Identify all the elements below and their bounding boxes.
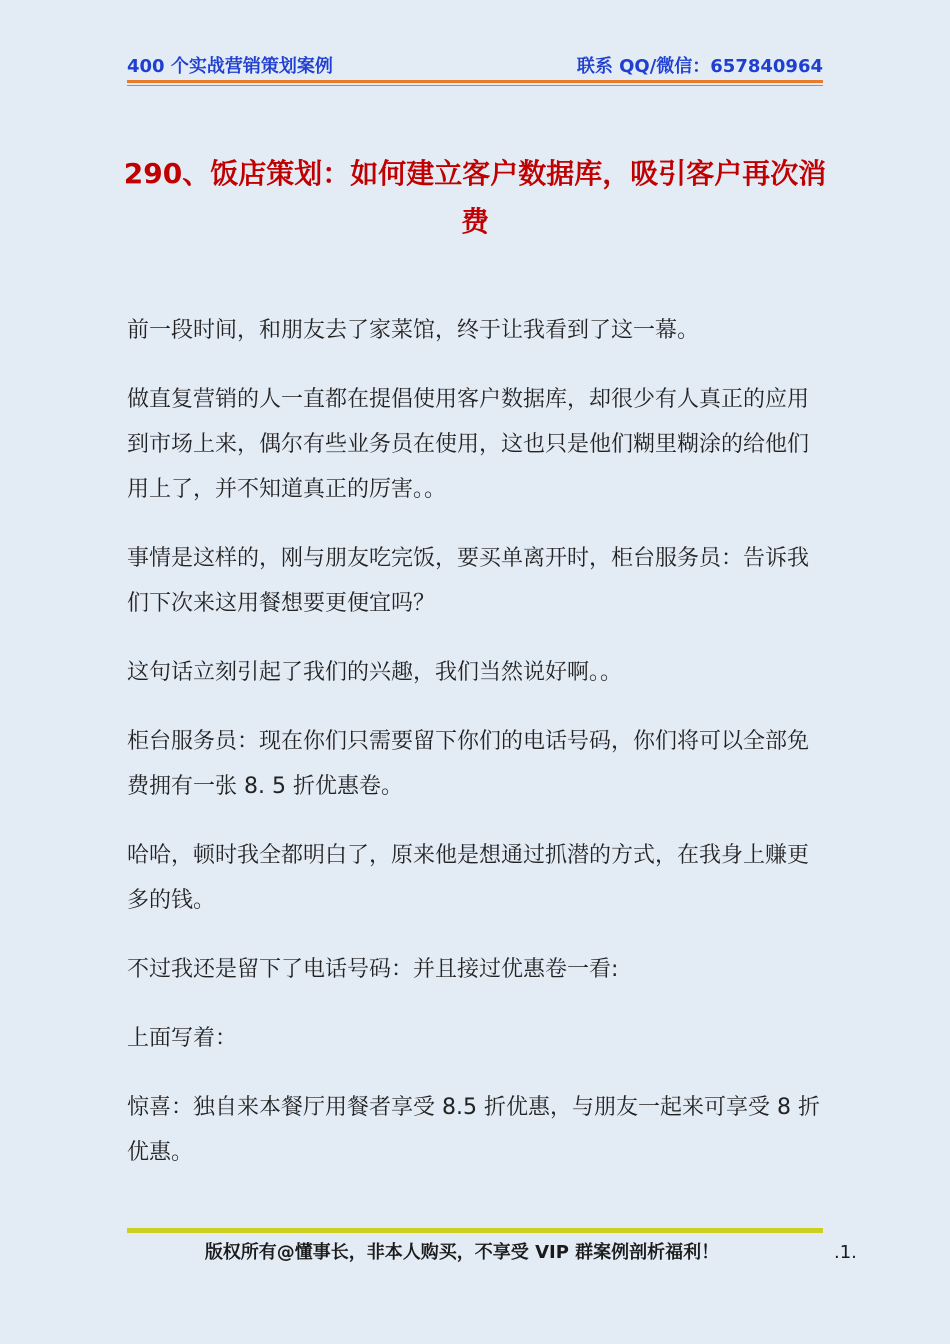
paragraph: 柜台服务员：现在你们只需要留下你们的电话号码，你们将可以全部免费拥有一张 8. 5 折优惠卷。: [127, 729, 810, 799]
paragraph: 不过我还是留下了电话号码：并且接过优惠卷一看:: [127, 957, 619, 982]
header-series-title: 400 个实战营销策划案例: [127, 56, 333, 77]
header-divider: [127, 80, 823, 83]
document-body: [127, 308, 827, 1199]
header-divider-thin: [127, 85, 823, 86]
paragraph: 惊喜：独自来本餐厅用餐者享受 8.5 折优惠，与朋友一起来可享受 8 折优惠。: [127, 1095, 820, 1165]
footer-divider: [127, 1228, 823, 1233]
header-contact: 联系 QQ/微信：657840964: [576, 56, 823, 77]
paragraph: 哈哈，顿时我全都明白了，原来他是想通过抓潜的方式，在我身上赚更多的钱。: [127, 843, 810, 913]
footer-copyright: 版权所有@懂事长，非本人购买，不享受 VIP 群案例剖析福利！: [204, 1242, 720, 1263]
page-header: [127, 54, 823, 80]
paragraph: 做直复营销的人一直都在提倡使用客户数据库，却很少有人真正的应用到市场上来，偶尔有些业务员在使用，这也只是他们糊里糊涂的给他们用上了，并不知道真正的厉害。。: [127, 387, 810, 502]
paragraph: 这句话立刻引起了我们的兴趣，我们当然说好啊。。: [127, 660, 623, 685]
document-title: 290、饭店策划：如何建立客户数据库，吸引客户再次消费: [123, 157, 827, 238]
paragraph: 上面写着：: [127, 1026, 238, 1051]
paragraph: 前一段时间，和朋友去了家菜馆，终于让我看到了这一幕。: [127, 318, 700, 343]
page-number: .1.: [834, 1242, 857, 1263]
paragraph: 事情是这样的，刚与朋友吃完饭，要买单离开时，柜台服务员：告诉我们下次来这用餐想要更便宜吗？: [127, 546, 810, 616]
